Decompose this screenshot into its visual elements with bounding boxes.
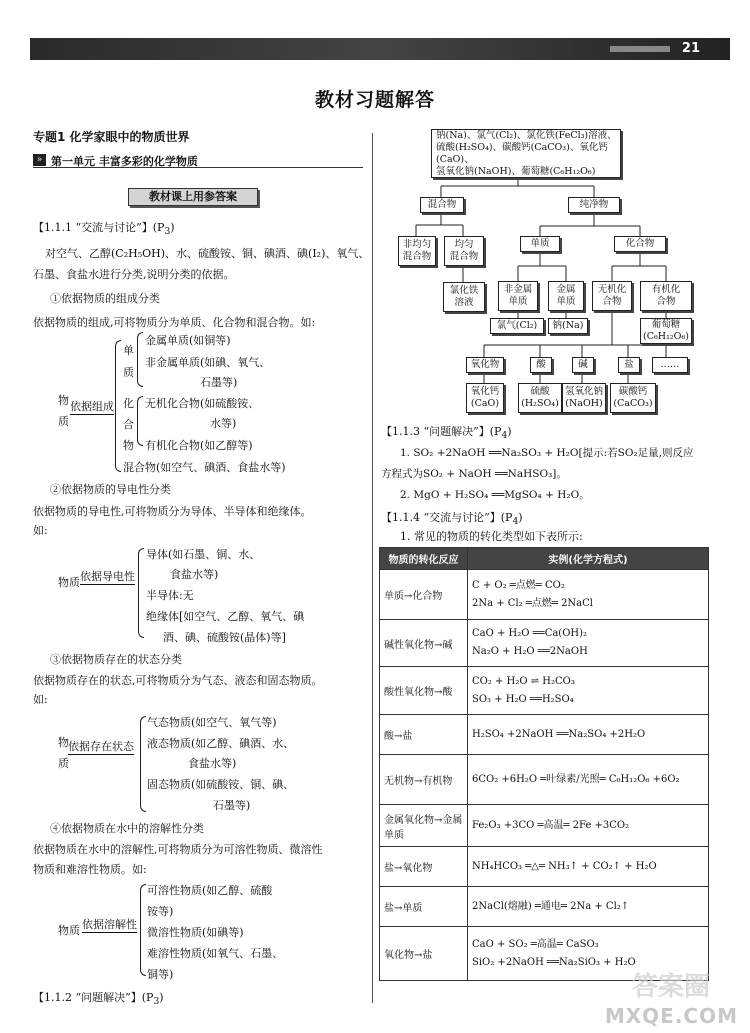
box-line: (CaO) <box>470 398 500 409</box>
equation: 6CO₂ +6H₂O ═叶绿素/光照═ C₆H₁₂O₆ +6O₂ <box>472 773 680 785</box>
equation: C + O₂ ═点燃═ CO₂ <box>472 579 565 591</box>
nonmetal-element-box <box>498 281 538 311</box>
criterion-2-desc-2: 如: <box>33 524 48 537</box>
c1-item-4: 有机化合物(如乙醇等) <box>145 439 253 452</box>
equation: 2NaCl(熔融) ═通电═ 2Na + Cl₂↑ <box>472 900 630 912</box>
row-eqs <box>468 887 709 927</box>
box-line: 合物 <box>602 296 622 307</box>
row-type: 盐→氧化物 <box>380 847 468 887</box>
criterion-4-desc-1: 依据物质在水中的溶解性,可将物质分为可溶性物质、微溶性 <box>33 843 323 856</box>
question-label: 【1.1.4 “交流与讨论”】(P <box>381 511 513 524</box>
row-type: 金属氧化物→金属单质 <box>380 805 468 847</box>
row-type: 单质→化合物 <box>380 570 468 620</box>
c3-root-1: 物 <box>58 736 69 749</box>
box-line: 硫酸 <box>530 386 550 397</box>
metal-element-box <box>548 281 584 311</box>
c3-item-2: 液态物质(如乙醇、碘酒、水、 <box>147 737 295 750</box>
unit-heading <box>33 154 363 168</box>
table-row <box>380 715 709 755</box>
column-divider <box>372 133 373 1003</box>
c1-item-2: 非金属单质(如碘、氧气、 <box>145 356 271 369</box>
row-eqs <box>468 570 709 620</box>
c1-root-2: 质 <box>58 415 69 428</box>
box-line: 非金属 <box>503 284 533 295</box>
substance-list-box <box>431 129 621 178</box>
criterion-3-desc-2: 如: <box>33 693 48 706</box>
equation: NH₄HCO₃ ═△═ NH₃↑ + CO₂↑ + H₂O <box>472 860 657 872</box>
equation: CaO + SO₂ ═高温═ CaSO₃ <box>472 938 599 950</box>
box-line: (NaOH) <box>565 398 603 409</box>
c1-item-3: 无机化合物(如硫酸铵、 <box>145 397 260 410</box>
c1-item-1: 金属单质(如铜等) <box>145 334 231 347</box>
equation: CO₂ + H₂O ⇌ H₂CO₃ <box>472 675 575 687</box>
box-line: 混合物 <box>449 251 479 262</box>
glucose-box <box>640 318 692 344</box>
box-line: 葡萄糖 <box>651 319 681 330</box>
chlorine-box: 氯气(Cl₂) <box>490 318 544 334</box>
question-label: 【1.1.3 “问题解决”】(P <box>381 425 502 438</box>
question-1-1-4: 【1.1.4 “交流与讨论”】$(P_4)$ <box>381 511 523 528</box>
c3-item-1: 气态物质(如空气、氧气等) <box>147 716 277 729</box>
box-line: 非均匀 <box>402 239 432 250</box>
answer-b1: 1. 常见的物质的转化类型如下表所示: <box>400 530 583 543</box>
c2-item-3b: 酒、碘、硫酸铵(晶体)等] <box>163 631 286 644</box>
intro-line-1: 对空气、乙醇(C₂H₅OH)、水、硫酸铵、铜、碘酒、碘(I₂)、氧气、 <box>45 247 370 260</box>
c1-label: 依据组成 <box>70 400 114 413</box>
question-label: 【1.1.2 “问题解决”】(P <box>33 991 154 1004</box>
box-line: 单质 <box>556 296 576 307</box>
criterion-4-desc-2: 物质和难溶性物质。如: <box>33 863 147 876</box>
question-label: 【1.1.1 “交流与讨论”】(P <box>33 221 165 234</box>
organic-compound-box <box>640 281 692 311</box>
pure-substance-box: 纯净物 <box>568 197 620 213</box>
c2-item-1b: 食盐水等) <box>170 568 219 581</box>
box-line: 有机化 <box>651 284 681 295</box>
table-row <box>380 620 709 667</box>
row-type: 酸→盐 <box>380 715 468 755</box>
c1-g2b: 合 <box>123 418 134 431</box>
watermark-logo: 答案圈 <box>631 972 710 1002</box>
base-box: 碱 <box>572 357 594 373</box>
question-page: 4 <box>512 516 519 528</box>
criterion-1-desc: 依据物质的组成,可将物质分为单质、化合物和混合物。如: <box>33 316 316 329</box>
criterion-4-title: ④依据物质在水中的溶解性分类 <box>50 822 204 835</box>
equation: SO₃ + H₂O ══H₂SO₄ <box>472 693 574 705</box>
sodium-box: 钠(Na) <box>548 318 588 334</box>
page-title: 教材习题解答 <box>314 89 435 111</box>
answer-badge: 教材课上用参答案 <box>128 188 258 206</box>
c2-item-1: 导体(如石墨、铜、水、 <box>146 548 261 561</box>
question-1-1-1: 【1.1.1 “交流与讨论”】$(P_3)$ <box>33 221 175 238</box>
equation: Na₂O + H₂O ══2NaOH <box>472 646 588 657</box>
c2-item-3: 绝缘体[如空气、乙醇、氧气、碘 <box>146 610 305 623</box>
oxide-box: 氧化物 <box>466 357 504 373</box>
row-eqs <box>468 715 709 755</box>
equation: H₂SO₄ +2NaOH ══Na₂SO₄ +2H₂O <box>472 728 646 740</box>
page-number: 21 <box>681 41 700 56</box>
answer-1: 1. SO₂ +2NaOH ══Na₂SO₃ + H₂O[提示:若SO₂足量,则反应 <box>400 447 694 459</box>
c4-label: 依据溶解性 <box>82 918 137 931</box>
box-line: 氧化钙 <box>470 386 500 397</box>
row-type: 无机物→有机物 <box>380 755 468 805</box>
c1-g1a: 单 <box>123 344 134 357</box>
box-line: 无机化 <box>597 284 627 295</box>
criterion-1-title: ①依据物质的组成分类 <box>50 292 160 305</box>
table-header-row <box>380 548 709 570</box>
watermark-text: MXQE.COM <box>604 1004 738 1028</box>
criterion-2-desc-1: 依据物质的导电性,可将物质分为导体、半导体和绝缘体。 <box>33 505 312 518</box>
table-row <box>380 667 709 715</box>
c3-item-3b: 石墨等) <box>213 799 251 812</box>
equation: Fe₂O₃ +3CO ═高温═ 2Fe +3CO₂ <box>472 819 630 831</box>
substance-line-3: 氢氧化钠(NaOH)、葡萄糖(C₆H₁₂O₆) <box>436 165 596 177</box>
c1-g1b: 质 <box>123 366 134 379</box>
table-row <box>380 847 709 887</box>
c3-brace <box>140 716 146 812</box>
c2-root: 物质 <box>58 576 80 589</box>
c1-g2a: 化 <box>123 397 134 410</box>
box-line: 碳酸钙 <box>618 386 648 397</box>
equation: CaO + H₂O ══Ca(OH)₂ <box>472 628 588 639</box>
answer-1-cont: 方程式为SO₂ + NaOH ══NaHSO₃]。 <box>381 468 567 480</box>
more-box: …… <box>652 357 688 373</box>
criterion-3-title: ③依据物质存在的状态分类 <box>50 653 182 666</box>
element-box: 单质 <box>520 236 560 252</box>
c4-item-1: 可溶性物质(如乙醇、硫酸 <box>147 884 273 897</box>
c1-item-2b: 石墨等) <box>200 376 238 389</box>
box-line: 均匀 <box>454 239 474 250</box>
c4-item-1b: 铵等) <box>147 905 174 918</box>
c4-item-3b: 铜等) <box>147 968 174 981</box>
criterion-3-desc-1: 依据物质存在的状态,可将物质分为气态、液态和固态物质。 <box>33 674 323 687</box>
c1-item-3b: 水等) <box>210 417 237 430</box>
topic-heading: 专题1 化学家眼中的物质世界 <box>33 130 190 144</box>
box-line: (C₆H₁₂O₆) <box>643 331 689 342</box>
question-1-1-2: 【1.1.2 “问题解决”】$(P_3)$ <box>33 991 164 1008</box>
substance-line-1: 钠(Na)、氯气(Cl₂)、氯化铁(FeCl₃)溶液、 <box>436 129 617 141</box>
box-line: (H₂SO₄) <box>521 398 559 409</box>
answer-2: 2. MgO + H₂SO₄ ══MgSO₄ + H₂O。 <box>400 489 590 501</box>
c3-item-2b: 食盐水等) <box>188 757 237 770</box>
c1-root-1: 物 <box>58 394 69 407</box>
box-line: 合物 <box>656 296 676 307</box>
row-eqs <box>468 755 709 805</box>
acid-box: 酸 <box>530 357 552 373</box>
box-line: (CaCO₃) <box>613 398 653 409</box>
c1-brace-elements <box>137 332 143 387</box>
header-bar <box>30 38 730 60</box>
table-row <box>380 887 709 927</box>
substance-line-2: 硫酸(H₂SO₄)、碳酸钙(CaCO₃)、氧化钙(CaO)、 <box>436 141 608 165</box>
row-type: 碱性氧化物→碱 <box>380 620 468 667</box>
c2-label: 依据导电性 <box>80 570 135 583</box>
table-row <box>380 755 709 805</box>
row-eqs <box>468 667 709 715</box>
box-line: 溶液 <box>454 297 474 308</box>
table-row <box>380 570 709 620</box>
box-line: 混合物 <box>402 251 432 262</box>
c4-item-2: 微溶性物质(如碘等) <box>147 926 244 939</box>
box-line: 氯化铁 <box>449 285 479 296</box>
c3-root-2: 质 <box>58 757 69 770</box>
table-header-type: 物质的转化反应 <box>380 548 468 570</box>
nonuniform-mixture-box <box>398 236 436 266</box>
salt-box: 盐 <box>618 357 640 373</box>
row-eqs <box>468 847 709 887</box>
naoh-box <box>562 383 606 413</box>
question-1-1-3: 【1.1.3 “问题解决”】$(P_4)$ <box>381 425 512 442</box>
c1-brace-compounds <box>137 396 143 446</box>
table-header-example: 实例(化学方程式) <box>468 548 709 570</box>
c2-brace <box>138 548 144 638</box>
question-page: 3 <box>153 996 160 1008</box>
question-page: 4 <box>501 430 508 442</box>
c4-item-3: 难溶性物质(如氧气、石墨、 <box>147 947 284 960</box>
row-eqs <box>468 805 709 847</box>
double-chevron-icon: » <box>33 154 46 166</box>
c1-item-5: 混合物(如空气、碘酒、食盐水等) <box>123 461 286 474</box>
criterion-2-title: ②依据物质的导电性分类 <box>50 483 171 496</box>
unit-title: 第一单元 丰富多彩的化学物质 <box>51 155 198 168</box>
c1-brace <box>115 340 121 472</box>
row-eqs <box>468 620 709 667</box>
c2-item-2: 半导体:无 <box>146 589 194 602</box>
h2so4-box <box>518 383 562 413</box>
row-type: 氧化物→盐 <box>380 927 468 981</box>
equation: 2Na + Cl₂ ═点燃═ 2NaCl <box>472 597 593 609</box>
c3-label: 依据存在状态 <box>68 740 134 753</box>
header-stripe <box>610 46 670 52</box>
conversion-table <box>379 547 709 981</box>
row-type: 酸性氧化物→酸 <box>380 667 468 715</box>
cao-box <box>466 383 504 413</box>
box-line: 单质 <box>508 296 528 307</box>
row-type: 盐→单质 <box>380 887 468 927</box>
intro-line-2: 石墨、食盐水进行分类,说明分类的依据。 <box>33 268 235 281</box>
question-page: 3 <box>164 226 171 238</box>
box-line: 金属 <box>556 284 576 295</box>
mixture-box: 混合物 <box>420 197 464 213</box>
compound-box: 化合物 <box>614 236 666 252</box>
box-line: 氢氧化钠 <box>564 386 603 397</box>
c4-brace <box>140 884 146 976</box>
c4-root: 物质 <box>58 924 80 937</box>
fecl3-solution-box <box>443 282 485 312</box>
caco3-box <box>610 383 656 413</box>
table-row <box>380 805 709 847</box>
c1-g2c: 物 <box>123 439 134 452</box>
equation: SiO₂ +2NaOH ══Na₂SiO₃ + H₂O <box>472 956 636 968</box>
inorganic-compound-box <box>592 281 632 311</box>
uniform-mixture-box <box>444 236 484 266</box>
c3-item-3: 固态物质(如硫酸铵、铜、碘、 <box>147 778 295 791</box>
